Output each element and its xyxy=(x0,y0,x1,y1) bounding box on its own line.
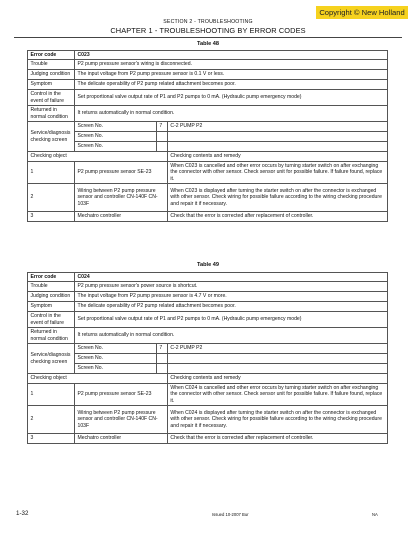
check-object: Wiring between P2 pump pressure sensor and controller CN-140F CN-103F xyxy=(75,184,168,212)
remedy-header: Checking contents and remedy xyxy=(167,152,387,162)
checking-object-header: Checking object xyxy=(28,374,168,384)
header-rule xyxy=(14,37,402,38)
check-object: Mechatro controller xyxy=(75,212,168,222)
row-label: Judging condition xyxy=(28,70,75,80)
row-label: Trouble xyxy=(28,60,75,70)
remedy-header: Checking contents and remedy xyxy=(167,374,387,384)
screen-no-label: Screen No. xyxy=(75,364,157,374)
error-code: C023 xyxy=(75,51,388,60)
region-code: NA xyxy=(372,512,378,517)
copyright-badge: Copyright © New Holland xyxy=(316,6,408,19)
check-index: 3 xyxy=(28,212,75,222)
row-value: The delicate operability of P2 pump related attachment becomes poor. xyxy=(75,302,388,312)
row-value: It returns automatically in normal condition. xyxy=(75,106,388,122)
check-index: 1 xyxy=(28,384,75,406)
screen-number xyxy=(156,354,167,364)
error-code-label: Error code xyxy=(28,273,75,282)
row-value: It returns automatically in normal condition. xyxy=(75,328,388,344)
check-index: 2 xyxy=(28,184,75,212)
screen-name: C-2 PUMP P2 xyxy=(167,344,387,354)
row-value: The delicate operability of P2 pump related attachment becomes poor. xyxy=(75,80,388,90)
chapter-title: CHAPTER 1 - TROUBLESHOOTING BY ERROR CODES xyxy=(110,26,306,35)
row-label: Symptom xyxy=(28,80,75,90)
row-value: Set proportional valve output rate of P1 and P2 pumps to 0 mA. (Hydraulic pump emergency mode) xyxy=(75,90,388,106)
row-label: Symptom xyxy=(28,302,75,312)
check-index: 1 xyxy=(28,162,75,184)
screen-number xyxy=(156,132,167,142)
screen-name xyxy=(167,354,387,364)
screen-number xyxy=(156,364,167,374)
row-value: The input voltage from P2 pump pressure sensor is 4.7 V or more. xyxy=(75,292,388,302)
error-code-label: Error code xyxy=(28,51,75,60)
row-value: P2 pump pressure sensor's wiring is disconnected. xyxy=(75,60,388,70)
screen-name xyxy=(167,364,387,374)
screen-name xyxy=(167,142,387,152)
screen-number: 7 xyxy=(156,122,167,132)
screen-no-label: Screen No. xyxy=(75,142,157,152)
check-object: Mechatro controller xyxy=(75,434,168,444)
check-remedy: When C024 is cancelled and other error occurs by turning starter switch on after exchanging the connector with other sensor. Check sensor unit for possible failure. If failure found, replace it. xyxy=(167,384,387,406)
row-value: Set proportional valve output rate of P1 and P2 pumps to 0 mA. (Hydraulic pump emergency mode) xyxy=(75,312,388,328)
row-label: Judging condition xyxy=(28,292,75,302)
row-value: The input voltage from P2 pump pressure sensor is 0.1 V or less. xyxy=(75,70,388,80)
checking-object-header: Checking object xyxy=(28,152,168,162)
check-object: Wiring between P2 pump pressure sensor and controller CN-140F CN-103F xyxy=(75,406,168,434)
error-table xyxy=(27,50,388,222)
table-caption: Table 48 xyxy=(197,41,219,47)
check-index: 3 xyxy=(28,434,75,444)
screen-no-label: Screen No. xyxy=(75,354,157,364)
row-label: Returned in normal condition xyxy=(28,328,75,344)
section-label: SECTION 2 - TROUBLESHOOTING xyxy=(163,19,253,25)
screen-no-label: Screen No. xyxy=(75,122,157,132)
issue-date: Issued 10-2007 Bur xyxy=(212,512,249,517)
screen-no-label: Screen No. xyxy=(75,344,157,354)
screen-number: 7 xyxy=(156,344,167,354)
screen-name xyxy=(167,132,387,142)
check-remedy: Check that the error is corrected after replacement of controller. xyxy=(167,434,387,444)
row-label: Trouble xyxy=(28,282,75,292)
check-index: 2 xyxy=(28,406,75,434)
table-caption: Table 49 xyxy=(197,262,219,268)
error-code: C024 xyxy=(75,273,388,282)
page-number: 1-32 xyxy=(16,510,29,517)
check-object: P2 pump pressure sensor SE-23 xyxy=(75,162,168,184)
screen-number xyxy=(156,142,167,152)
check-remedy: Check that the error is corrected after replacement of controller. xyxy=(167,212,387,222)
error-table xyxy=(27,272,388,444)
check-remedy: When C024 is displayed after turning the starter switch on after the connector is exchanged with other sensor. Check wiring for possible failure according to the wiring checking procedure and repair it if necessary. xyxy=(167,406,387,434)
row-label: Returned in normal condition xyxy=(28,106,75,122)
screen-no-label: Screen No. xyxy=(75,132,157,142)
check-remedy: When C023 is displayed after turning the starter switch on after the connector is exchanged with other sensor. Check wiring for possible failure according to the wiring checking procedure and repair it if necessary. xyxy=(167,184,387,212)
row-label: Control in the event of failure xyxy=(28,312,75,328)
service-screen-label: Service/diagnosis checking screen xyxy=(28,344,75,374)
service-screen-label: Service/diagnosis checking screen xyxy=(28,122,75,152)
check-object: P2 pump pressure sensor SE-23 xyxy=(75,384,168,406)
screen-name: C-2 PUMP P2 xyxy=(167,122,387,132)
row-label: Control in the event of failure xyxy=(28,90,75,106)
row-value: P2 pump pressure sensor's power source is shortcut. xyxy=(75,282,388,292)
check-remedy: When C023 is cancelled and other error occurs by turning starter switch on after exchanging the connector with other sensor. Check sensor unit for possible failure. If failure found, replace it. xyxy=(167,162,387,184)
